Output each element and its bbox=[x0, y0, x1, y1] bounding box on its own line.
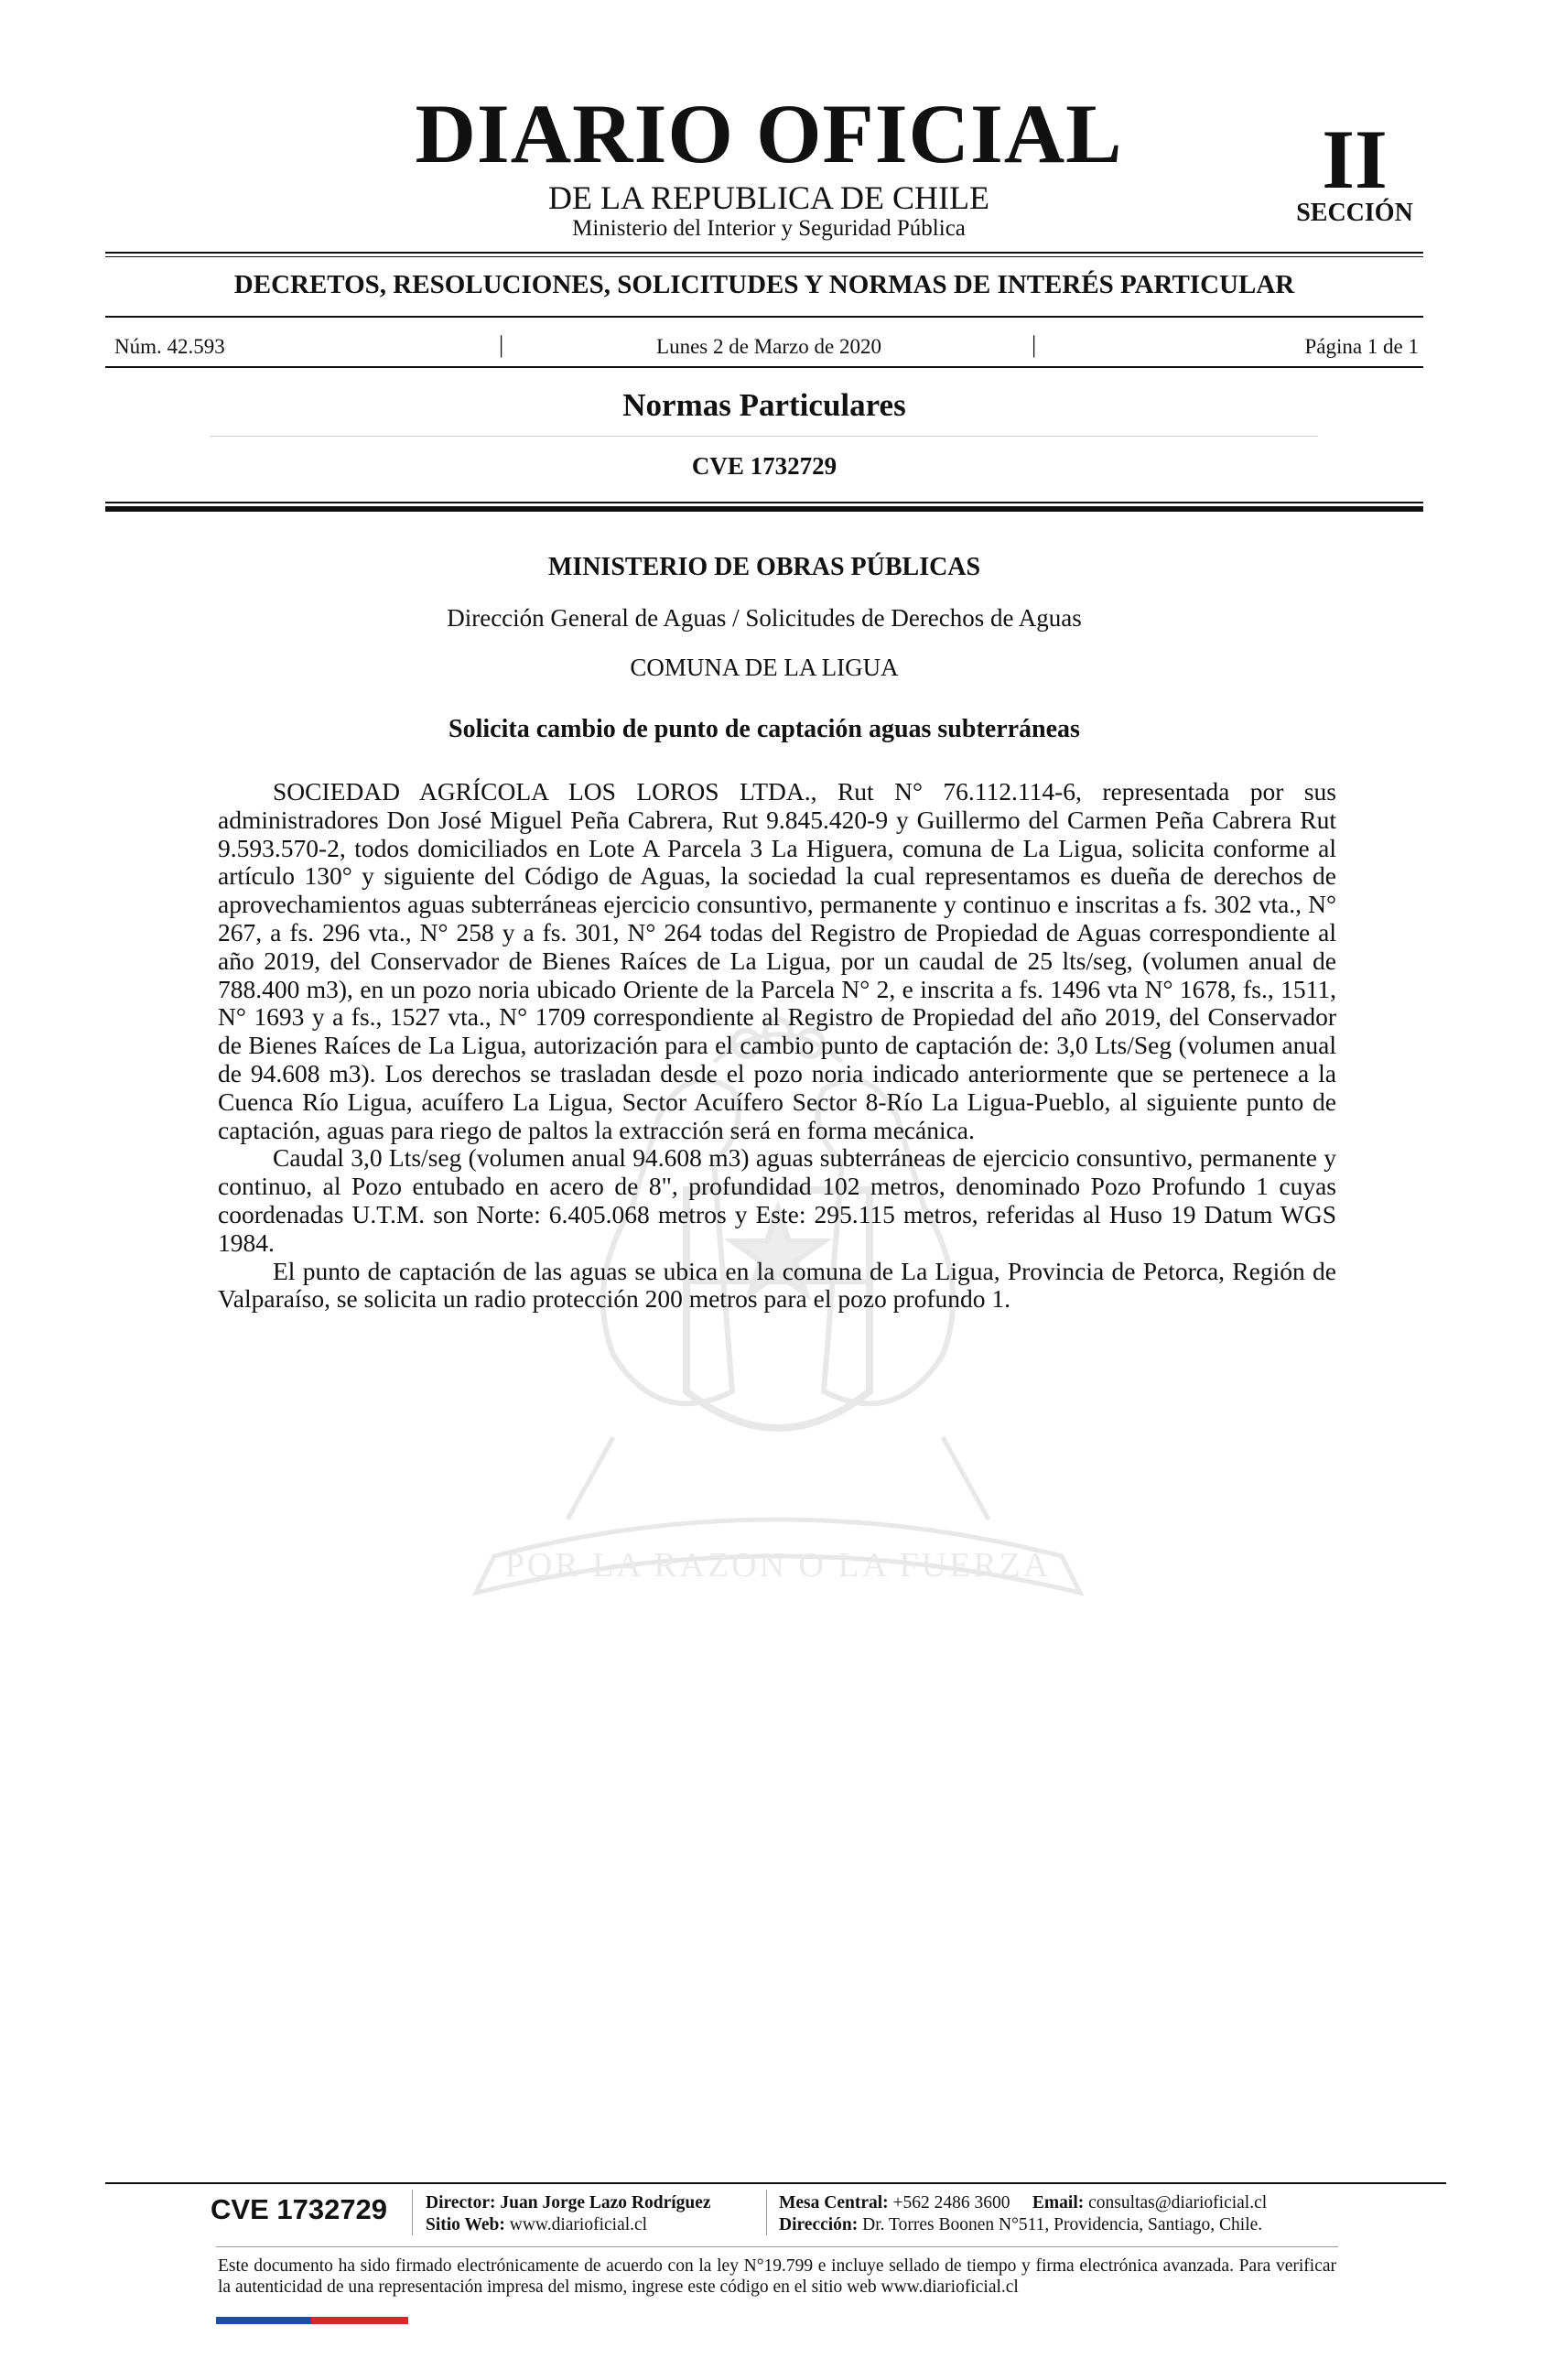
flag-stripe-red bbox=[311, 2317, 408, 2324]
section-label: SECCIÓN bbox=[1296, 199, 1413, 227]
section-number: II bbox=[1322, 113, 1388, 206]
document-body bbox=[218, 778, 1336, 1314]
section-title-underline bbox=[211, 436, 1318, 437]
website-label: Sitio Web: bbox=[426, 2215, 505, 2234]
footer-legal-notice: Este documento ha sido firmado electrónicamente de acuerdo con la ley N°19.799 e incluye sellado de tiempo y firma electrónica avanzada. Para verificar la autenticidad de una representación impresa del mismo, ingrese este código en el sitio web www.diarioficial.cl bbox=[218, 2256, 1336, 2297]
issue-date: Lunes 2 de Marzo de 2020 bbox=[656, 335, 881, 358]
footer-divider bbox=[105, 2182, 1446, 2184]
address-label: Dirección: bbox=[779, 2215, 859, 2234]
section-banner: DECRETOS, RESOLUCIONES, SOLICITUDES Y NORMAS DE INTERÉS PARTICULAR bbox=[233, 270, 1295, 299]
ministry-heading: MINISTERIO DE OBRAS PÚBLICAS bbox=[547, 553, 981, 581]
subject-heading: Solicita cambio de punto de captación aguas subterráneas bbox=[448, 715, 1080, 743]
footer-contact-block bbox=[779, 2192, 1267, 2236]
info-separator: | bbox=[499, 331, 504, 358]
info-separator: | bbox=[1032, 331, 1037, 358]
masthead-subtitle: DE LA REPUBLICA DE CHILE bbox=[548, 179, 989, 216]
director-label: Director: bbox=[426, 2193, 496, 2212]
footer-separator bbox=[412, 2190, 413, 2235]
header-divider bbox=[105, 502, 1423, 503]
page-indicator: Página 1 de 1 bbox=[1304, 335, 1419, 358]
masthead-divider-thin bbox=[105, 256, 1423, 257]
footer-director-block bbox=[426, 2192, 711, 2236]
direction-heading: Dirección General de Aguas / Solicitudes de Derechos de Aguas bbox=[447, 604, 1082, 632]
footer-separator bbox=[766, 2190, 767, 2235]
email-link[interactable]: consultas@diarioficial.cl bbox=[1088, 2193, 1268, 2212]
cve-code: CVE 1732729 bbox=[691, 452, 837, 480]
flag-stripe-blue bbox=[216, 2317, 311, 2324]
masthead-divider bbox=[105, 252, 1423, 254]
info-bar-divider bbox=[105, 366, 1423, 368]
paragraph: SOCIEDAD AGRÍCOLA LOS LOROS LTDA., Rut N° 76.112.114-6, representada por sus administradores Don José Miguel Peña Cabrera, Rut 9.845.420-9 y Guillermo del Carmen Peña Cabrera Rut 9.593.570-2, todos domiciliados en Lote A Parcela 3 La Higuera, comuna de La Ligua, solicita conforme al artículo 130° y siguiente del Código de Aguas, la sociedad la cual representamos es dueña de derechos de aprovechamientos aguas subterráneas ejercicio consuntivo, permanente y continuo e inscritas a fs. 302 vta., N° 267, a fs. 296 vta., N° 258 y a fs. 301, N° 264 todas del Registro de Propiedad de Aguas correspondiente al año 2019, del Conservador de Bienes Raíces de La Ligua, por un caudal de 25 lts/seg, (volumen anual de 788.400 m3), en un pozo noria ubicado Oriente de la Parcela N° 2, e inscrita a fs. 1496 vta N° 1678, fs., 1511, N° 1693 y a fs., 1527 vta., N° 1709 correspondiente al Registro de Propiedad del año 2019, del Conservador de Bienes Raíces de La Ligua, autorización para el cambio punto de captación de: 3,0 Lts/Seg (volumen anual de 94.608 m3). Los derechos se trasladan desde el pozo noria indicado anteriormente que se pertenece a la Cuenca Río Ligua, acuífero La Ligua, Sector Acuífero Sector 8-Río La Ligua-Pueblo, al siguiente punto de captación, aguas para riego de paltos la extracción será en forma mecánica. bbox=[218, 777, 1336, 1144]
issue-number: Núm. 42.593 bbox=[114, 335, 225, 358]
header-divider-thick bbox=[105, 506, 1423, 512]
masthead-title: DIARIO OFICIAL bbox=[415, 87, 1123, 180]
footer-legal-divider bbox=[216, 2246, 1338, 2247]
phone-number: +562 2486 3600 bbox=[892, 2193, 1010, 2212]
address-text: Dr. Torres Boonen N°511, Providencia, Santiago, Chile. bbox=[862, 2215, 1263, 2234]
section-title: Normas Particulares bbox=[622, 387, 906, 423]
watermark-motto: POR LA RAZON O LA FUERZA bbox=[504, 1546, 1052, 1585]
masthead-ministry: Ministerio del Interior y Seguridad Pública bbox=[572, 216, 966, 241]
banner-divider bbox=[105, 316, 1423, 318]
paragraph: El punto de captación de las aguas se ubica en la comuna de La Ligua, Provincia de Petorca, Región de Valparaíso, se solicita un radio protección 200 metros para el pozo profundo 1. bbox=[218, 1256, 1336, 1314]
website-link[interactable]: www.diarioficial.cl bbox=[509, 2215, 648, 2234]
commune-heading: COMUNA DE LA LIGUA bbox=[630, 654, 899, 681]
director-name: Juan Jorge Lazo Rodríguez bbox=[500, 2193, 711, 2212]
phone-label: Mesa Central: bbox=[779, 2193, 889, 2212]
paragraph: Caudal 3,0 Lts/seg (volumen anual 94.608 m3) aguas subterráneas de ejercicio consuntivo, permanente y continuo, al Pozo entubado en acero de 8", profundidad 102 metros, denominado Pozo Profundo 1 cuyas coordenadas U.T.M. son Norte: 6.405.068 metros y Este: 295.115 metros, referidas al Huso 19 Datum WGS 1984. bbox=[218, 1143, 1336, 1257]
footer-cve-code: CVE 1732729 bbox=[211, 2193, 388, 2225]
email-label: Email: bbox=[1032, 2193, 1085, 2212]
